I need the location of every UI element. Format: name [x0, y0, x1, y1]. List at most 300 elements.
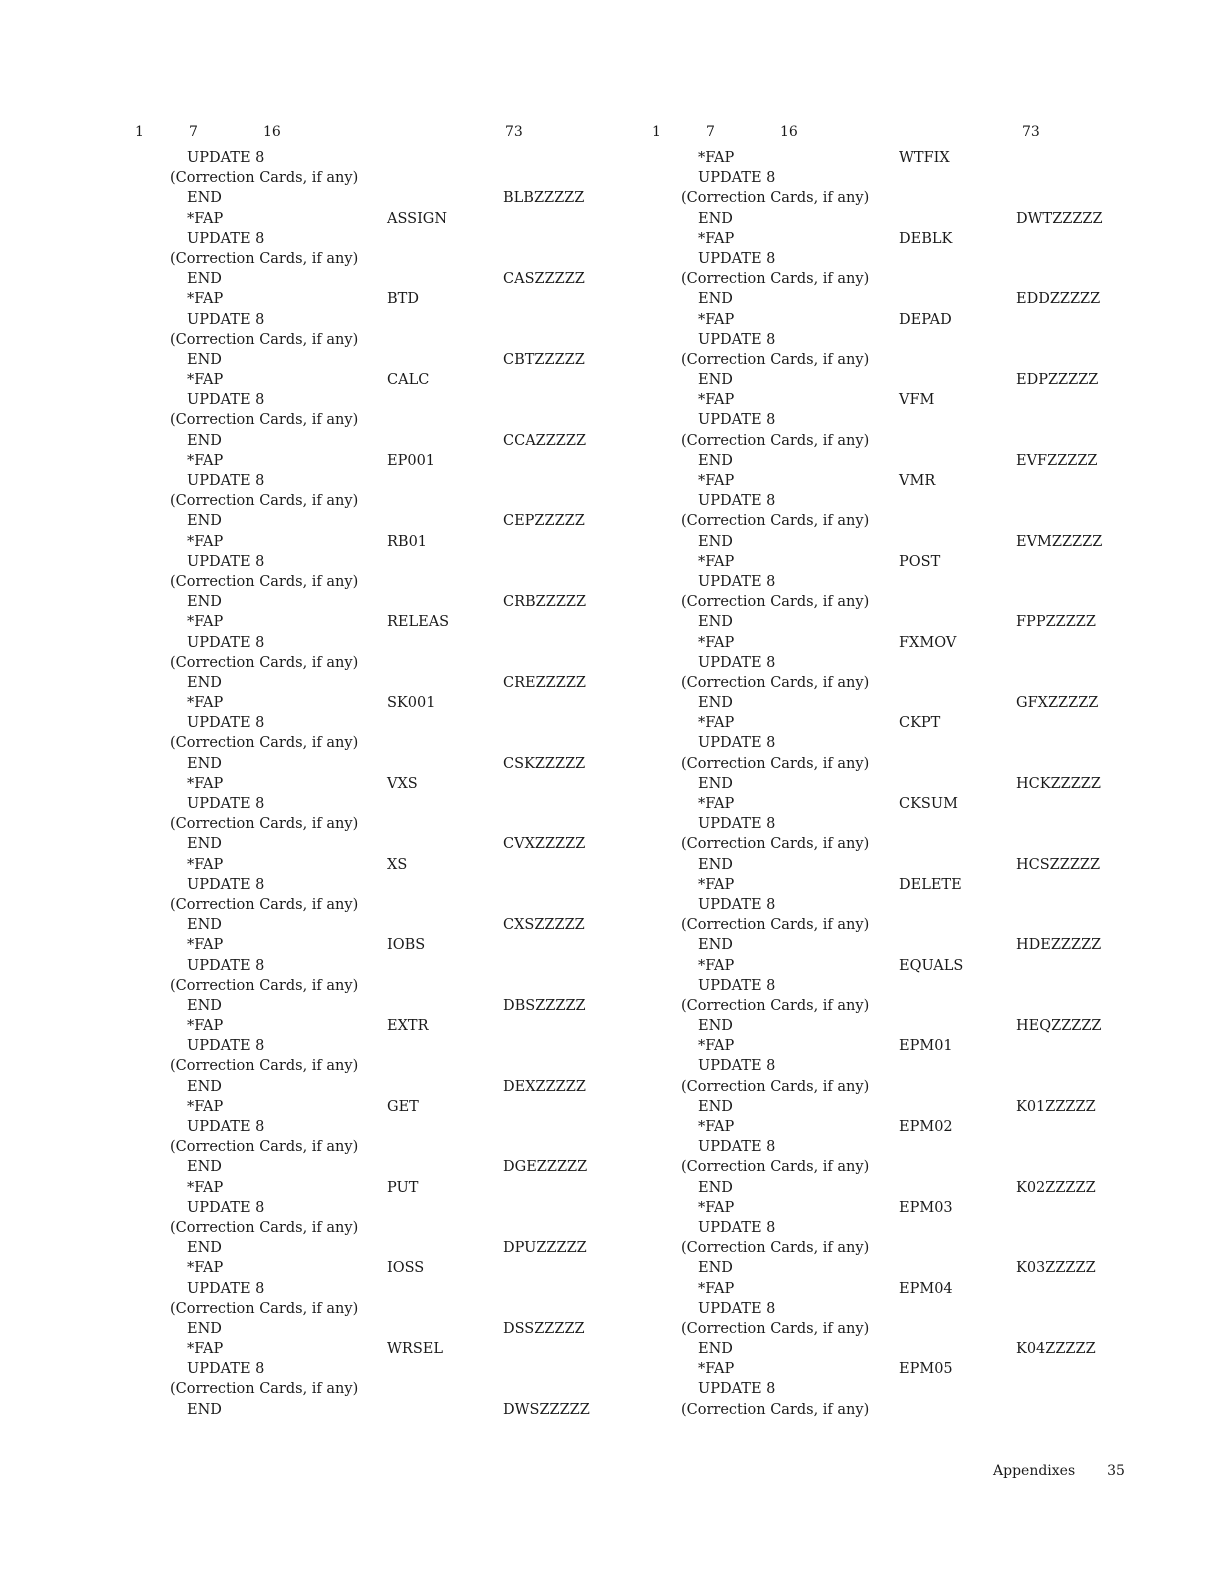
card-line: [652, 491, 1152, 511]
col-16-label: 16: [263, 124, 281, 140]
correction-note: (Correction Cards, if any): [170, 735, 359, 752]
fap-statement: *FAP: [187, 533, 224, 550]
upd-statement: UPDATE 8: [187, 634, 265, 651]
upd-statement: UPDATE 8: [698, 493, 776, 510]
fap-statement: *FAP: [698, 1361, 735, 1378]
upd-statement: UPDATE 8: [187, 957, 265, 974]
card-line: [135, 451, 635, 471]
deck-name: DELETE: [899, 876, 962, 893]
end-statement: END: [698, 1179, 733, 1196]
card-line: [652, 633, 1152, 653]
card-line: [652, 370, 1152, 390]
card-line: [135, 511, 635, 531]
sequence-id: FPPZZZZZ: [1016, 614, 1096, 631]
card-line: [135, 188, 635, 208]
end-statement: END: [698, 937, 733, 954]
deck-name: IOBS: [387, 937, 426, 954]
card-line: [135, 1077, 635, 1097]
card-line: [135, 1036, 635, 1056]
correction-note: (Correction Cards, if any): [681, 755, 870, 772]
card-line: [652, 168, 1152, 188]
card-line: [652, 471, 1152, 491]
card-line: [652, 1077, 1152, 1097]
card-line: [652, 1258, 1152, 1278]
card-line: [135, 814, 635, 834]
fap-statement: *FAP: [698, 473, 735, 489]
card-line: [135, 612, 635, 632]
end-statement: END: [187, 997, 222, 1014]
card-line: [135, 552, 635, 572]
deck-name: VMR: [899, 473, 936, 489]
upd-statement: UPDATE 8: [187, 1119, 265, 1135]
sequence-id: DBSZZZZZ: [503, 997, 586, 1014]
deck-name: CALC: [387, 372, 430, 389]
deck-name: IOSS: [387, 1260, 425, 1277]
card-line: [652, 390, 1152, 410]
upd-statement: UPDATE 8: [698, 896, 776, 913]
sequence-id: DWSZZZZZ: [503, 1401, 590, 1418]
fap-statement: *FAP: [187, 1018, 224, 1035]
card-line: [135, 1178, 635, 1198]
correction-note: (Correction Cards, if any): [681, 997, 870, 1014]
upd-statement: UPDATE 8: [698, 331, 776, 348]
card-line: [135, 370, 635, 390]
end-statement: END: [187, 190, 222, 207]
correction-note: (Correction Cards, if any): [681, 836, 870, 853]
deck-name: GET: [387, 1098, 419, 1115]
upd-statement: UPDATE 8: [187, 1361, 265, 1378]
card-line: [652, 895, 1152, 915]
end-statement: END: [698, 210, 733, 227]
card-line: [652, 209, 1152, 229]
card-line: [135, 834, 635, 854]
col-1-label: 1: [652, 124, 661, 140]
fap-statement: *FAP: [698, 796, 735, 812]
fap-statement: *FAP: [187, 937, 224, 954]
card-line: [652, 330, 1152, 350]
end-statement: END: [698, 1341, 733, 1358]
fap-statement: *FAP: [698, 957, 735, 974]
correction-note: (Correction Cards, if any): [170, 1058, 359, 1075]
fap-statement: *FAP: [187, 210, 224, 227]
deck-name: CKPT: [899, 715, 941, 732]
sequence-id: K02ZZZZZ: [1016, 1179, 1096, 1196]
sequence-id: DEXZZZZZ: [503, 1078, 586, 1095]
card-line: [652, 269, 1152, 289]
end-statement: END: [698, 775, 733, 792]
fap-statement: *FAP: [187, 291, 224, 308]
card-line: [135, 229, 635, 249]
correction-note: (Correction Cards, if any): [170, 1139, 359, 1156]
deck-name: EP001: [387, 452, 436, 469]
sequence-id: CEPZZZZZ: [503, 513, 585, 530]
card-line: [652, 1137, 1152, 1157]
deck-name: EPM01: [899, 1038, 953, 1055]
card-line: [135, 269, 635, 289]
end-statement: END: [187, 1320, 222, 1337]
upd-statement: UPDATE 8: [698, 1139, 776, 1156]
card-line: [652, 673, 1152, 693]
fap-statement: *FAP: [187, 775, 224, 792]
column-ruler-header: [135, 120, 635, 148]
end-statement: END: [698, 695, 733, 712]
card-line: [652, 875, 1152, 895]
correction-note: (Correction Cards, if any): [170, 816, 359, 833]
correction-note: (Correction Cards, if any): [681, 917, 870, 934]
end-statement: END: [187, 594, 222, 611]
fap-statement: *FAP: [187, 1341, 224, 1358]
fap-statement: *FAP: [698, 876, 735, 893]
card-listing: [652, 148, 1152, 1420]
card-line: [135, 996, 635, 1016]
fap-statement: *FAP: [698, 634, 735, 651]
upd-statement: UPDATE 8: [187, 1280, 265, 1297]
deck-name: EPM04: [899, 1280, 953, 1297]
end-statement: END: [187, 755, 222, 772]
card-line: [135, 350, 635, 370]
card-line: [652, 592, 1152, 612]
card-line: [135, 1137, 635, 1157]
card-line: [652, 794, 1152, 814]
correction-note: (Correction Cards, if any): [681, 1320, 870, 1337]
deck-name: EQUALS: [899, 957, 964, 974]
section-name: Appendixes: [993, 1463, 1076, 1479]
card-line: [652, 532, 1152, 552]
card-line: [652, 754, 1152, 774]
card-line: [135, 1198, 635, 1218]
upd-statement: UPDATE 8: [698, 412, 776, 429]
card-line: [652, 1036, 1152, 1056]
fap-statement: *FAP: [698, 230, 735, 247]
card-line: [652, 410, 1152, 430]
card-line: [135, 410, 635, 430]
card-line: [652, 229, 1152, 249]
card-line: [135, 1117, 635, 1137]
card-line: [135, 713, 635, 733]
fap-statement: *FAP: [698, 311, 735, 328]
correction-note: (Correction Cards, if any): [170, 170, 359, 187]
card-line: [135, 633, 635, 653]
end-statement: END: [698, 533, 733, 550]
end-statement: END: [698, 856, 733, 873]
fap-statement: *FAP: [698, 553, 735, 570]
sequence-id: DSSZZZZZ: [503, 1320, 585, 1337]
sequence-id: CCAZZZZZ: [503, 432, 587, 449]
card-line: [652, 1319, 1152, 1339]
end-statement: END: [187, 432, 222, 449]
correction-note: (Correction Cards, if any): [681, 674, 870, 691]
card-line: [135, 310, 635, 330]
card-line: [135, 249, 635, 269]
card-line: [652, 148, 1152, 168]
correction-note: (Correction Cards, if any): [681, 513, 870, 530]
end-statement: END: [187, 351, 222, 368]
sequence-id: EDPZZZZZ: [1016, 372, 1099, 389]
col-73-label: 73: [1022, 124, 1040, 140]
column-ruler-header: [652, 120, 1152, 148]
card-line: [135, 471, 635, 491]
upd-statement: UPDATE 8: [698, 573, 776, 590]
card-line: [652, 1178, 1152, 1198]
card-line: [135, 390, 635, 410]
fap-statement: *FAP: [187, 856, 224, 873]
card-line: [652, 976, 1152, 996]
card-line: [135, 895, 635, 915]
card-line: [652, 774, 1152, 794]
card-line: [652, 1218, 1152, 1238]
card-line: [652, 612, 1152, 632]
upd-statement: UPDATE 8: [187, 473, 265, 489]
correction-note: (Correction Cards, if any): [170, 1300, 359, 1317]
upd-statement: UPDATE 8: [698, 1058, 776, 1075]
end-statement: END: [187, 917, 222, 934]
card-line: [135, 1299, 635, 1319]
upd-statement: UPDATE 8: [698, 1381, 776, 1398]
correction-note: (Correction Cards, if any): [170, 331, 359, 348]
deck-name: EXTR: [387, 1018, 429, 1035]
sequence-id: CBTZZZZZ: [503, 351, 585, 368]
deck-name: POST: [899, 553, 941, 570]
col-16-label: 16: [780, 124, 798, 140]
end-statement: END: [187, 1159, 222, 1176]
upd-statement: UPDATE 8: [698, 250, 776, 267]
upd-statement: UPDATE 8: [187, 1038, 265, 1055]
deck-name: FXMOV: [899, 634, 957, 651]
card-line: [652, 1279, 1152, 1299]
card-line: [135, 794, 635, 814]
card-line: [652, 1379, 1152, 1399]
card-line: [652, 653, 1152, 673]
card-line: [135, 148, 635, 168]
sequence-id: CRBZZZZZ: [503, 594, 587, 611]
correction-note: (Correction Cards, if any): [170, 1219, 359, 1236]
fap-statement: *FAP: [187, 452, 224, 469]
right-column: [652, 120, 1152, 1420]
card-line: [135, 1218, 635, 1238]
fap-statement: *FAP: [187, 614, 224, 631]
col-7-label: 7: [706, 124, 715, 140]
deck-name: EPM02: [899, 1119, 953, 1135]
correction-note: (Correction Cards, if any): [681, 432, 870, 449]
card-line: [135, 491, 635, 511]
card-line: [135, 1279, 635, 1299]
card-line: [652, 1198, 1152, 1218]
card-line: [135, 855, 635, 875]
card-line: [135, 956, 635, 976]
card-line: [652, 310, 1152, 330]
col-73-label: 73: [505, 124, 523, 140]
correction-note: (Correction Cards, if any): [681, 351, 870, 368]
card-line: [652, 855, 1152, 875]
deck-name: RELEAS: [387, 614, 450, 631]
card-line: [652, 1238, 1152, 1258]
correction-note: (Correction Cards, if any): [170, 977, 359, 994]
card-line: [652, 1117, 1152, 1137]
card-line: [652, 511, 1152, 531]
page-number: 35: [1107, 1463, 1125, 1479]
card-line: [652, 249, 1152, 269]
end-statement: END: [187, 674, 222, 691]
card-line: [652, 552, 1152, 572]
card-line: [135, 1238, 635, 1258]
sequence-id: K04ZZZZZ: [1016, 1341, 1096, 1358]
fap-statement: *FAP: [187, 372, 224, 389]
card-line: [652, 1157, 1152, 1177]
card-line: [652, 289, 1152, 309]
card-line: [135, 572, 635, 592]
fap-statement: *FAP: [698, 1199, 735, 1216]
fap-statement: *FAP: [187, 1098, 224, 1115]
card-line: [652, 834, 1152, 854]
card-line: [135, 1016, 635, 1036]
card-listing: [135, 148, 635, 1420]
card-line: [135, 976, 635, 996]
col-1-label: 1: [135, 124, 144, 140]
card-line: [135, 1319, 635, 1339]
card-line: [652, 1097, 1152, 1117]
end-statement: END: [698, 1098, 733, 1115]
page-footer: [993, 1463, 1125, 1479]
card-line: [135, 733, 635, 753]
deck-name: PUT: [387, 1179, 419, 1196]
correction-note: (Correction Cards, if any): [170, 896, 359, 913]
sequence-id: EDDZZZZZ: [1016, 291, 1101, 308]
sequence-id: CASZZZZZ: [503, 271, 585, 288]
sequence-id: CREZZZZZ: [503, 674, 586, 691]
card-line: [652, 1016, 1152, 1036]
card-line: [135, 209, 635, 229]
card-line: [652, 572, 1152, 592]
deck-name: WRSEL: [387, 1341, 443, 1358]
card-line: [135, 693, 635, 713]
fap-statement: *FAP: [187, 1260, 224, 1277]
card-line: [135, 532, 635, 552]
card-line: [135, 875, 635, 895]
card-line: [135, 915, 635, 935]
deck-name: SK001: [387, 695, 436, 712]
card-line: [652, 188, 1152, 208]
end-statement: END: [698, 1018, 733, 1035]
sequence-id: DGEZZZZZ: [503, 1159, 588, 1176]
sequence-id: CSKZZZZZ: [503, 755, 586, 772]
sequence-id: DWTZZZZZ: [1016, 210, 1103, 227]
card-line: [135, 935, 635, 955]
correction-note: (Correction Cards, if any): [170, 654, 359, 671]
end-statement: END: [187, 1078, 222, 1095]
left-column: [135, 120, 635, 1420]
correction-note: (Correction Cards, if any): [681, 1078, 870, 1095]
end-statement: END: [698, 372, 733, 389]
upd-statement: UPDATE 8: [187, 1199, 265, 1216]
deck-name: CKSUM: [899, 796, 958, 812]
card-line: [135, 431, 635, 451]
card-line: [135, 1097, 635, 1117]
card-line: [135, 1157, 635, 1177]
card-line: [135, 1339, 635, 1359]
end-statement: END: [187, 513, 222, 530]
card-line: [135, 592, 635, 612]
card-line: [135, 1056, 635, 1076]
fap-statement: *FAP: [698, 1038, 735, 1055]
upd-statement: UPDATE 8: [187, 150, 265, 166]
card-line: [135, 1400, 635, 1420]
card-line: [652, 996, 1152, 1016]
upd-statement: UPDATE 8: [698, 654, 776, 671]
deck-name: DEPAD: [899, 311, 952, 328]
fap-statement: *FAP: [698, 1280, 735, 1297]
sequence-id: K03ZZZZZ: [1016, 1260, 1096, 1277]
card-line: [652, 1056, 1152, 1076]
sequence-id: EVMZZZZZ: [1016, 533, 1103, 550]
sequence-id: HCSZZZZZ: [1016, 856, 1101, 873]
sequence-id: HCKZZZZZ: [1016, 775, 1101, 792]
end-statement: END: [698, 291, 733, 308]
end-statement: END: [187, 271, 222, 288]
correction-note: (Correction Cards, if any): [170, 1381, 359, 1398]
correction-note: (Correction Cards, if any): [681, 594, 870, 611]
sequence-id: K01ZZZZZ: [1016, 1098, 1096, 1115]
upd-statement: UPDATE 8: [698, 170, 776, 187]
card-line: [135, 289, 635, 309]
card-line: [135, 653, 635, 673]
sequence-id: BLBZZZZZ: [503, 190, 585, 207]
card-line: [135, 1379, 635, 1399]
fap-statement: *FAP: [698, 715, 735, 732]
card-line: [652, 713, 1152, 733]
upd-statement: UPDATE 8: [187, 715, 265, 732]
card-line: [135, 1258, 635, 1278]
end-statement: END: [187, 1240, 222, 1257]
card-line: [652, 431, 1152, 451]
deck-name: WTFIX: [899, 150, 950, 166]
card-line: [652, 814, 1152, 834]
card-line: [135, 330, 635, 350]
end-statement: END: [698, 452, 733, 469]
upd-statement: UPDATE 8: [187, 392, 265, 409]
sequence-id: CXSZZZZZ: [503, 917, 585, 934]
end-statement: END: [187, 1401, 222, 1418]
fap-statement: *FAP: [698, 1119, 735, 1135]
upd-statement: UPDATE 8: [698, 816, 776, 833]
correction-note: (Correction Cards, if any): [681, 1401, 870, 1418]
deck-name: VXS: [387, 775, 418, 792]
fap-statement: *FAP: [698, 392, 735, 409]
card-line: [135, 673, 635, 693]
card-line: [652, 1400, 1152, 1420]
deck-name: EPM05: [899, 1361, 953, 1378]
upd-statement: UPDATE 8: [698, 1300, 776, 1317]
correction-note: (Correction Cards, if any): [681, 1159, 870, 1176]
card-line: [652, 1359, 1152, 1379]
sequence-id: GFXZZZZZ: [1016, 695, 1099, 712]
upd-statement: UPDATE 8: [187, 311, 265, 328]
upd-statement: UPDATE 8: [698, 735, 776, 752]
sequence-id: DPUZZZZZ: [503, 1240, 587, 1257]
deck-name: XS: [387, 856, 408, 873]
fap-statement: *FAP: [698, 150, 735, 166]
deck-name: VFM: [899, 392, 935, 409]
sequence-id: HDEZZZZZ: [1016, 937, 1102, 954]
card-line: [652, 693, 1152, 713]
card-line: [652, 733, 1152, 753]
card-line: [652, 956, 1152, 976]
upd-statement: UPDATE 8: [698, 977, 776, 994]
card-line: [135, 1359, 635, 1379]
card-line: [135, 774, 635, 794]
deck-name: RB01: [387, 533, 428, 550]
upd-statement: UPDATE 8: [187, 230, 265, 247]
correction-note: (Correction Cards, if any): [170, 573, 359, 590]
